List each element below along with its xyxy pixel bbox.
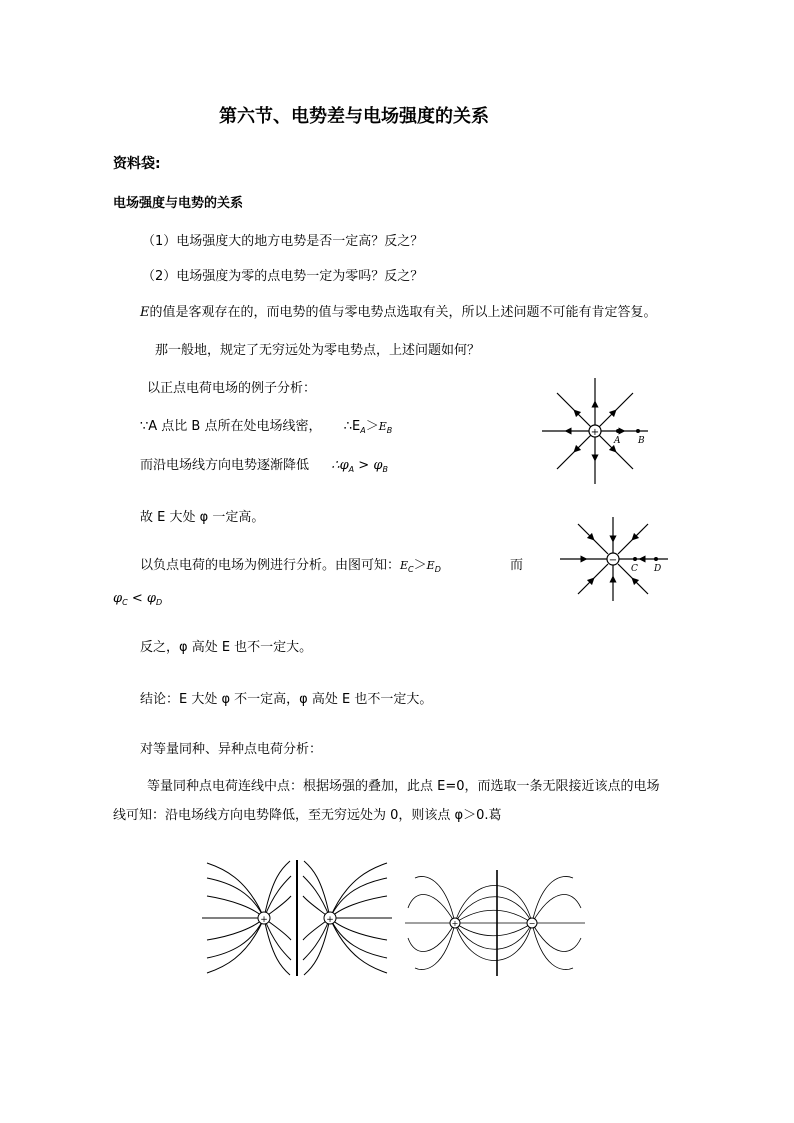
paragraph-positive: 以正点电荷电场的例子分析： [147,381,317,396]
question-1: （1）电场强度大的地方电势是否一定高？反之？ [142,234,424,249]
conclusion-2: 结论：E 大处 φ 不一定高，φ 高处 E 也不一定大。 [140,692,433,707]
line-because: ∵A 点比 B 点所在处电场线密， $\therefore E_A>E_B$ [140,419,393,435]
negative-line: 以负点电荷的电场为例进行分析。由图可知：$E_C>E_D$ [140,558,441,574]
label-a: A [614,436,621,446]
label-b: B [638,436,645,446]
svg-text:−: − [528,919,536,928]
therefore-phi: ∴φ [331,458,349,473]
pair-intro: 对等量同种、异种点电荷分析： [140,742,323,757]
minus-sign: − [608,555,618,566]
paragraph-e-objective [140,305,657,321]
pair-line-1: 等量同种点电荷连线中点：根据场强的叠加，此点 E=0，而选取一条无限接近该点的电场 [147,779,660,794]
subheading: 电场强度与电势的关系 [113,196,244,211]
question-2: （2）电场强度为零的点电势一定为零吗？反之？ [142,269,424,284]
paragraph-infinity: 那一般地，规定了无穷远处为零电势点，上述问题如何？ [155,343,481,358]
like-charges-field-diagram [202,858,392,978]
negative-and: 而 [510,558,524,573]
paragraph-e-objective-text: 的值是客观存在的，而电势的值与零电势点选取有关，所以上述问题不可能有肯定答复。 [149,305,657,320]
converse: 反之，φ 高处 E 也不一定大。 [140,640,313,655]
line-potential-drop: 而沿电场线方向电势逐渐降低 $\therefore\varphi_A > \varphi_B$ [140,458,388,474]
negative-charge-field-diagram [558,515,670,603]
negative-intro: 以负点电荷的电场为例进行分析。由图可知： [140,558,401,573]
svg-text:+: + [260,915,268,925]
page-title: 第六节、电势差与电场强度的关系 [219,106,489,127]
label-c: C [631,564,638,574]
label-d: D [654,564,662,574]
positive-charge-field-diagram [540,376,650,486]
plus-sign: + [590,427,600,438]
potential-drop-text: 而沿电场线方向电势逐渐降低 [140,458,310,473]
pair-line-2: 线可知：沿电场线方向电势降低，至无穷远处为 0，则该点 φ＞0.葛 [113,808,502,823]
gt-sign-2: > [358,458,370,473]
svg-text:+: + [451,919,459,928]
symbol-e: E [140,305,150,320]
negative-phi-relation: $\varphi_C < \varphi_D$ [113,591,163,607]
section-label: 资料袋: [113,156,161,172]
svg-text:+: + [326,915,334,925]
because-text: ∵A 点比 B 点所在处电场线密， [140,419,322,434]
unlike-charges-field-diagram [405,868,585,978]
therefore-e: ∴E [343,419,361,434]
gt-sign: ＞ [365,419,379,434]
conclusion-1: 故 E 大处 φ 一定高。 [140,510,265,525]
